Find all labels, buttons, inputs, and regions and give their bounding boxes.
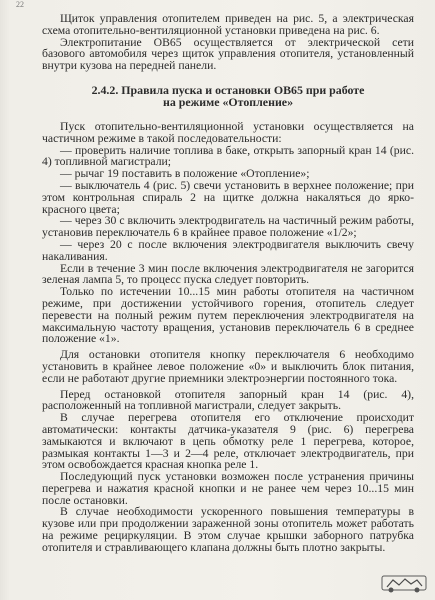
- paragraph-stop-heater: Для остановки отопителя кнопку переключателя 6 необходимо установить в крайнее левое положение «0» и выключить блок питания, если не работают другие приемники электроэнергии постоянного тока.: [42, 348, 414, 385]
- page-number: 22: [16, 0, 24, 9]
- section-heading-line-1: 2.4.2. Правила пуска и остановки ОВ65 при работе: [91, 82, 365, 97]
- paragraph-full-mode: Только по истечении 10...15 мин работы отопителя на частичном режиме, при достижении устойчивого горения, отопитель следует перевести на полный режим путем переключения электродвигателя на максимальную частоту вращения, установив переключатель 6 в среднее положение «1».: [42, 285, 414, 346]
- paragraph-start-sequence: Пуск отопительно-вентиляционной установки осуществляется на частичном режиме в такой последовательности:: [42, 119, 414, 145]
- watermark-stamp-icon: [381, 572, 427, 594]
- section-heading: [42, 84, 414, 109]
- paragraph-overheat: В случае перегрева отопителя его отключение происходит автоматически: контакты датчика-указателя 9 (рис. 6) перегрева замыкаются и включают в цепь обмотку реле 1 перегрева, которое, размыкая контакты 1—3 и 2—4 реле, отключает электродвигатель, при этом освобождается красная кнопка реле 1.: [42, 411, 414, 472]
- list-item-lever-heating: — рычаг 19 поставить в положение «Отопление»;: [60, 167, 310, 181]
- list-item-motor-partial: — через 30 с включить электродвигатель на частичный режим работы, установив переключатель 6 в крайнее правое положение «1/2»;: [42, 214, 414, 240]
- paragraph-recirculation: В случае необходимости ускоренного повышения температуры в кузове или при продолжении зараженной зоны отопитель может работать на режиме рециркуляции. В этом случае крышки заборного патрубка отопителя и стравливающего клапана должны быть плотно закрыты.: [42, 505, 414, 554]
- list-item-glow-plug-switch: — выключатель 4 (рис. 5) свечи установить в верхнее положение; при этом контрольная спираль 2 на щитке должна накаляться до ярко-красного цвета;: [42, 178, 414, 216]
- paragraph-restart: Последующий пуск установки возможен после устранения причины перегрева и нажатия красной кнопки и не ранее чем через 10...15 мин после остановки.: [42, 470, 414, 507]
- paragraph-power-supply: Электропитание ОВ65 осуществляется от электрической сети базового автомобиля через щиток управления отопителя, установленный внутри кузова на передней панели.: [42, 35, 414, 73]
- section-heading-line-2: на режиме «Отопление»: [162, 95, 294, 110]
- paragraph-green-lamp: Если в течение 3 мин после включения электродвигателя не загорится зеленая лампа 5, то процесс пуска следует повторить.: [42, 261, 414, 287]
- list-item-check-fuel: — проверить наличие топлива в баке, открыть запорный кран 14 (рис. 4) топливной магистрали;: [42, 143, 414, 169]
- paragraph-close-valve: Перед остановкой отопителя запорный кран 14 (рис. 4), расположенный на топливной магистрали, следует закрыть.: [42, 387, 414, 413]
- document-body: [42, 13, 414, 554]
- list-item-glow-plug-off: — через 20 с после включения электродвигателя выключить свечу накаливания.: [42, 237, 414, 263]
- paragraph-panel-reference: Щиток управления отопителем приведен на рис. 5, а электрическая схема отопительно-вентиляционной установки приведена на рис. 6.: [42, 12, 414, 37]
